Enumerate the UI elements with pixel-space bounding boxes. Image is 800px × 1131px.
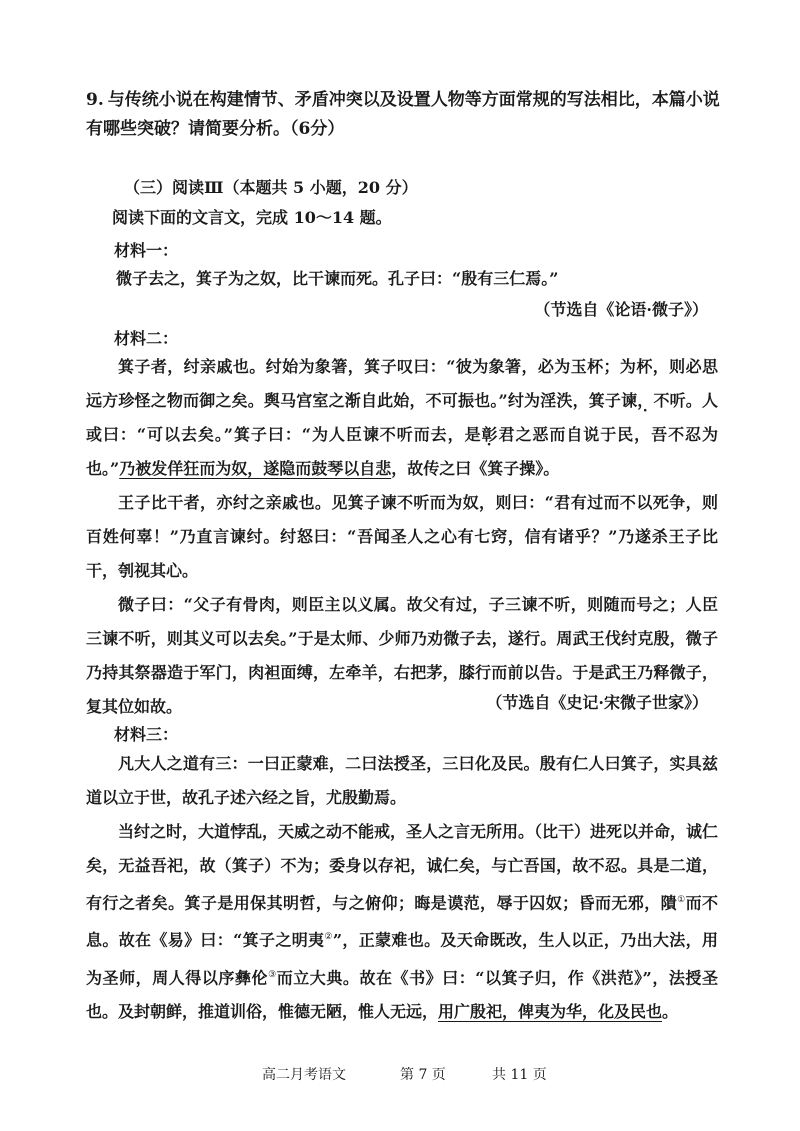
material-2-label: 材料二： <box>114 329 179 348</box>
text-run: 当纣之时，大道悖乱，天威之动不能戒，圣人之言无所用。（比干）进死以并命，诚仁矣，无益吾祀，故（箕子）不为；委身以存祀，诚仁矣，与亡吾国，故不忍。具是二道，有行之者矣。箕子是用保其明哲，与之俯仰；晦是谟范，辱于囚奴；昏而无邪，隤 <box>86 822 719 913</box>
material-3-paragraph-1: 凡大人之道有三：一曰正蒙难，二曰法授圣，三曰化及民。殷有仁人曰箕子，实具兹道以立于世，故孔子述六经之旨，尤殷勤焉。 <box>86 754 718 807</box>
footnote-marker: ② <box>324 932 333 943</box>
material-2-paragraph-2: 王子比干者，亦纣之亲戚也。见箕子谏不听而为奴，则曰：“君有过而不以死争，则百姓何辜！”乃直言谏纣。纣怒曰：“吾闻圣人之心有七窍，信有诸乎？”乃遂杀王子比干，刳视其心。 <box>86 493 718 580</box>
footer-page-number: 第 7 页 <box>400 1067 446 1083</box>
text-run: 箕子者，纣亲戚也。纣始为象箸，箕子叹曰：“彼为象箸，必为玉杯；为杯，则必思远方珍怪之物而御之矣。舆马宫室之渐自此始，不可振也。”纣为淫泆，箕子 <box>86 357 718 410</box>
material-2-source: （节选自《史记·宋微子世家》） <box>486 693 708 712</box>
text-run: 而立大典。故在《书》曰：“以箕子归，作《洪范》”，法授圣也。及封朝鲜，推道训俗，惟德无陋，惟人无远， <box>86 967 718 1021</box>
material-1-source: （节选自《论语·微子》） <box>534 300 708 319</box>
text-run: ”，正蒙难也。及天命既改，生人以正，乃出大法，用为圣师，周人得以序彝伦 <box>86 930 718 987</box>
footer-total-pages: 共 11 页 <box>492 1067 547 1083</box>
text-run: 彰君之恶而自说于民，吾不忍为也。” <box>86 425 718 478</box>
material-2-paragraph-3: 微子曰：“父子有骨肉，则臣主以义属。故父有过，子三谏不听，则随而号之；人臣三谏不听，则其义可以去矣。”于是太师、少师乃劝微子去，遂行。周武王伐纣克殷，微子乃持其祭器造于军门，肉袒面缚，左牵羊，右把茅，膝行而前以告。于是武王乃释微子，复其位如故。 <box>86 595 718 716</box>
section-title: （三）阅读Ⅲ（本题共 5 小题，20 分） <box>124 178 418 197</box>
text-run: 。 <box>662 1001 679 1021</box>
question-9 <box>86 86 726 144</box>
question-number: 9. <box>86 90 104 110</box>
text-run: 而不息。故在《易》曰：“箕子之明夷 <box>86 893 718 950</box>
material-1-label: 材料一： <box>114 241 179 260</box>
footer-subject: 高二月考语文 <box>262 1067 346 1083</box>
underlined-sentence: 用广殷祀，俾夷为华，化及民也 <box>438 1001 663 1021</box>
footnote-marker: ③ <box>268 969 277 980</box>
footnote-marker: ① <box>677 895 686 905</box>
text-run: ，故传之曰《箕子操》。 <box>391 459 560 478</box>
material-3-label: 材料三： <box>114 725 179 744</box>
emphasis-dot-char: 是 <box>464 425 482 444</box>
question-text: 与传统小说在构建情节、矛盾冲突以及设置人物等方面常规的写法相比，本篇小说有哪些突破？请简要分析。（6分） <box>86 90 720 139</box>
section-intro: 阅读下面的文言文，完成 10～14 题。 <box>112 208 392 227</box>
material-2-paragraph-1 <box>86 350 718 486</box>
underlined-sentence: 乃被发佯狂而为奴，遂隐而鼓琴以自悲 <box>119 459 392 478</box>
material-3-paragraph-2 <box>86 815 718 1029</box>
material-1-text: 微子去之，箕子为之奴，比干谏而死。孔子曰：“殷有三仁焉。” <box>116 269 559 288</box>
text-run: ，不听。人或曰：“可以去矣。”箕子曰：“为人臣谏不听而去， <box>86 391 718 444</box>
emphasis-dot-char: 谏 <box>621 391 638 410</box>
